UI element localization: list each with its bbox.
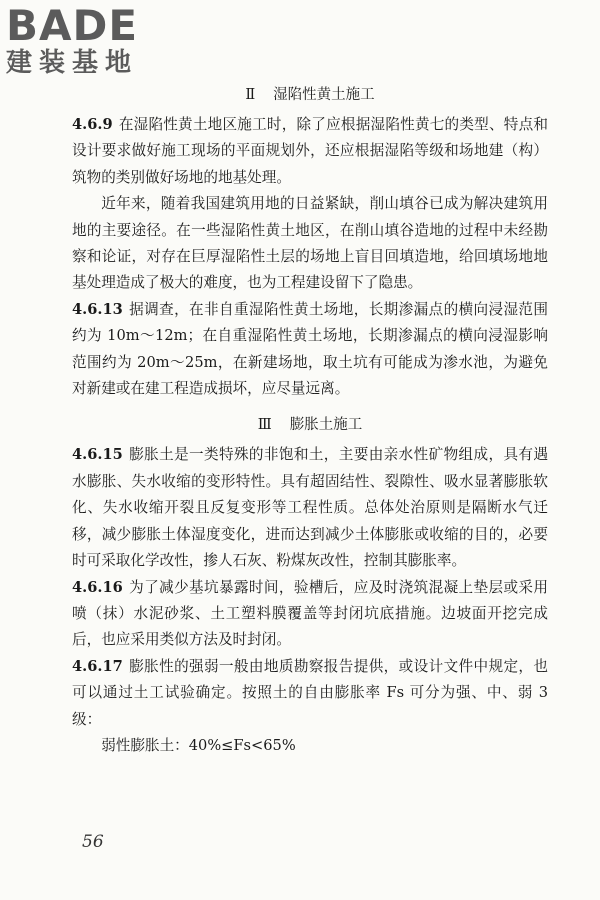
paragraph-commentary: 近年来，随着我国建筑用地的日益紧缺，削山填谷已成为解决建筑用地的主要途径。在一些湿陷性黄土地区，在削山填谷造地的过程中未经勘察和论证，对存在巨厚湿陷性土层的场地上盲目回填造地，给回填场地地基处理造成了极大的难度，也为工程建设留下了隐患。 [72, 195, 548, 292]
section-number: Ⅱ [245, 87, 256, 103]
logo-wordmark: BADE [6, 1, 139, 50]
clause-text: 为了减少基坑暴露时间，验槽后，应及时浇筑混凝上垫层或采用喷（抹）水泥砂浆、土工塑料膜覆盖等封闭坑底措施。边坡面开挖完成后，也应采用类似方法及时封闭。 [72, 578, 548, 649]
clause-4-6-17 [72, 654, 548, 733]
clause-text: 据调查，在非自重湿陷性黄土场地，长期渗漏点的横向浸湿范围约为 10m～12m；在自重湿陷性黄土场地，长期渗漏点的横向浸湿影响范围约为 20m～25m，在新建场地，取土坑有可能成为渗水池，为避免对新建或在建工程造成损坏，应尽量远离。 [72, 300, 548, 398]
section-title: 膨胀土施工 [289, 417, 363, 434]
clause-text: 膨胀土是一类特殊的非饱和土，主要由亲水性矿物组成，具有遇水膨胀、失水收缩的变形特性。具有超固结性、裂隙性、吸水显著膨胀软化、失水收缩开裂且反复变形等工程性质。总体处治原则是隔断水气迁移，减少膨胀土体湿度变化，进而达到减少土体膨胀或收缩的目的，必要时可采取化学改性，掺人石灰、粉煤灰改性，控制其膨胀率。 [72, 446, 548, 570]
clause-4-6-9 [72, 112, 548, 191]
clause-4-6-15 [72, 442, 548, 574]
page-number: 56 [82, 832, 104, 852]
expansion-grade-weak: 弱性膨胀土：40%≤Fs<65% [101, 736, 296, 754]
clause-4-6-13 [72, 297, 548, 403]
clause-number: 4.6.9 [72, 116, 113, 133]
clause-text: 在湿陷性黄土地区施工时，除了应根据湿陷性黄七的类型、特点和设计要求做好施工现场的平面规划外，还应根据湿陷等级和场地建（构）筑物的类别做好场地的地基处理。 [72, 116, 548, 186]
section-title: 湿陷性黄土施工 [273, 87, 375, 103]
clause-number: 4.6.13 [72, 300, 123, 318]
clause-number: 4.6.17 [72, 657, 123, 675]
section-number: Ⅲ [257, 417, 272, 434]
logo-subtitle: 建装基地 [6, 48, 139, 78]
section-heading-2 [72, 82, 548, 108]
clause-text: 膨胀性的强弱一般由地质勘察报告提供，或设计文件中规定，也可以通过土工试验确定。按照土的自由膨胀率 Fs 可分为强、中、弱 3 级： [72, 657, 548, 728]
clause-number: 4.6.16 [72, 578, 123, 596]
section-heading-3 [72, 412, 548, 438]
clause-4-6-16 [72, 575, 548, 654]
logo [6, 1, 139, 78]
clause-number: 4.6.15 [72, 446, 123, 464]
page-body [72, 82, 548, 759]
